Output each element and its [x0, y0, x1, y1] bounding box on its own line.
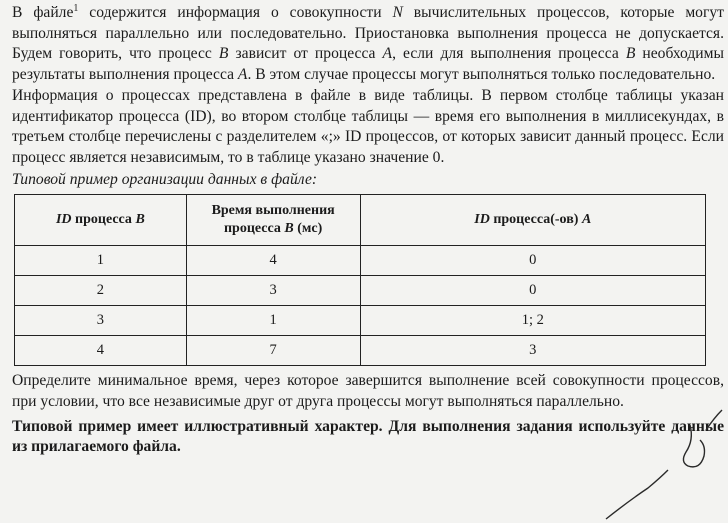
cell-deps: 1; 2	[360, 306, 705, 336]
intro-text-2: содержится информация о совокупности	[78, 4, 393, 21]
intro-text-3: вычислительных процессов, которые могут выполняться параллельно или последовательно. Приостановка выполнения процесса не допускается. Будем говорить, что процесс	[12, 4, 724, 63]
intro-text-1: В файле	[12, 4, 74, 21]
intro-text-5: , если для выполнения процесса	[392, 45, 626, 63]
cell-deps: 3	[360, 336, 705, 366]
table-row	[15, 246, 706, 276]
example-caption: Типовой пример организации данных в файле:	[12, 170, 318, 188]
footnote-mark: 1	[73, 2, 79, 14]
table-row	[15, 276, 706, 306]
question-paragraph: Определите минимальное время, через которое завершится выполнение всей совокупности процессов, при условии, что все независимые друг от друга процессы могут выполняться параллельно.	[12, 372, 724, 411]
scribble-stroke	[606, 470, 668, 519]
var-a: A	[382, 45, 393, 63]
header-exec-time: Время выполнения процесса B (мс)	[186, 195, 360, 246]
cell-time: 4	[186, 246, 360, 276]
intro-paragraph	[12, 3, 724, 86]
note-paragraph: Типовой пример имеет иллюстративный характер. Для выполнения задания используйте данные из прилагаемого файла.	[12, 417, 724, 456]
cell-time: 7	[186, 336, 360, 366]
info-paragraph: Информация о процессах представлена в файле в виде таблицы. В первом столбце таблицы указан идентификатор процесса (ID), во втором столбце таблицы — время его выполнения в миллисекундах, в третьем столбце перечислены с разделителем «;» ID процессов, от которых зависит данный процесс. Если процесс является независимым, то в таблице указано значение 0.	[12, 86, 724, 166]
cell-id: 1	[15, 246, 187, 276]
intro-text-4: зависит от процесса	[228, 45, 383, 63]
cell-id: 2	[15, 276, 187, 306]
table-row	[15, 306, 706, 336]
table-header-row	[15, 195, 706, 246]
var-a: A	[237, 66, 248, 84]
var-b: B	[218, 45, 229, 63]
task-page	[12, 3, 724, 458]
example-table	[14, 194, 706, 366]
header-process-id: ID процесса B	[15, 195, 187, 246]
var-n: N	[392, 4, 403, 21]
cell-id: 4	[15, 336, 187, 366]
cell-deps: 0	[360, 276, 705, 306]
var-b: B	[625, 45, 636, 63]
cell-time: 1	[186, 306, 360, 336]
cell-time: 3	[186, 276, 360, 306]
table-row	[15, 336, 706, 366]
cell-deps: 0	[360, 246, 705, 276]
header-dependencies: ID процесса(-ов) A	[360, 195, 705, 246]
intro-text-7: . В этом случае процессы могут выполняться только последовательно.	[247, 66, 716, 84]
intro-text-6: необходимы результаты выполнения процесса	[12, 45, 724, 84]
cell-id: 3	[15, 306, 187, 336]
